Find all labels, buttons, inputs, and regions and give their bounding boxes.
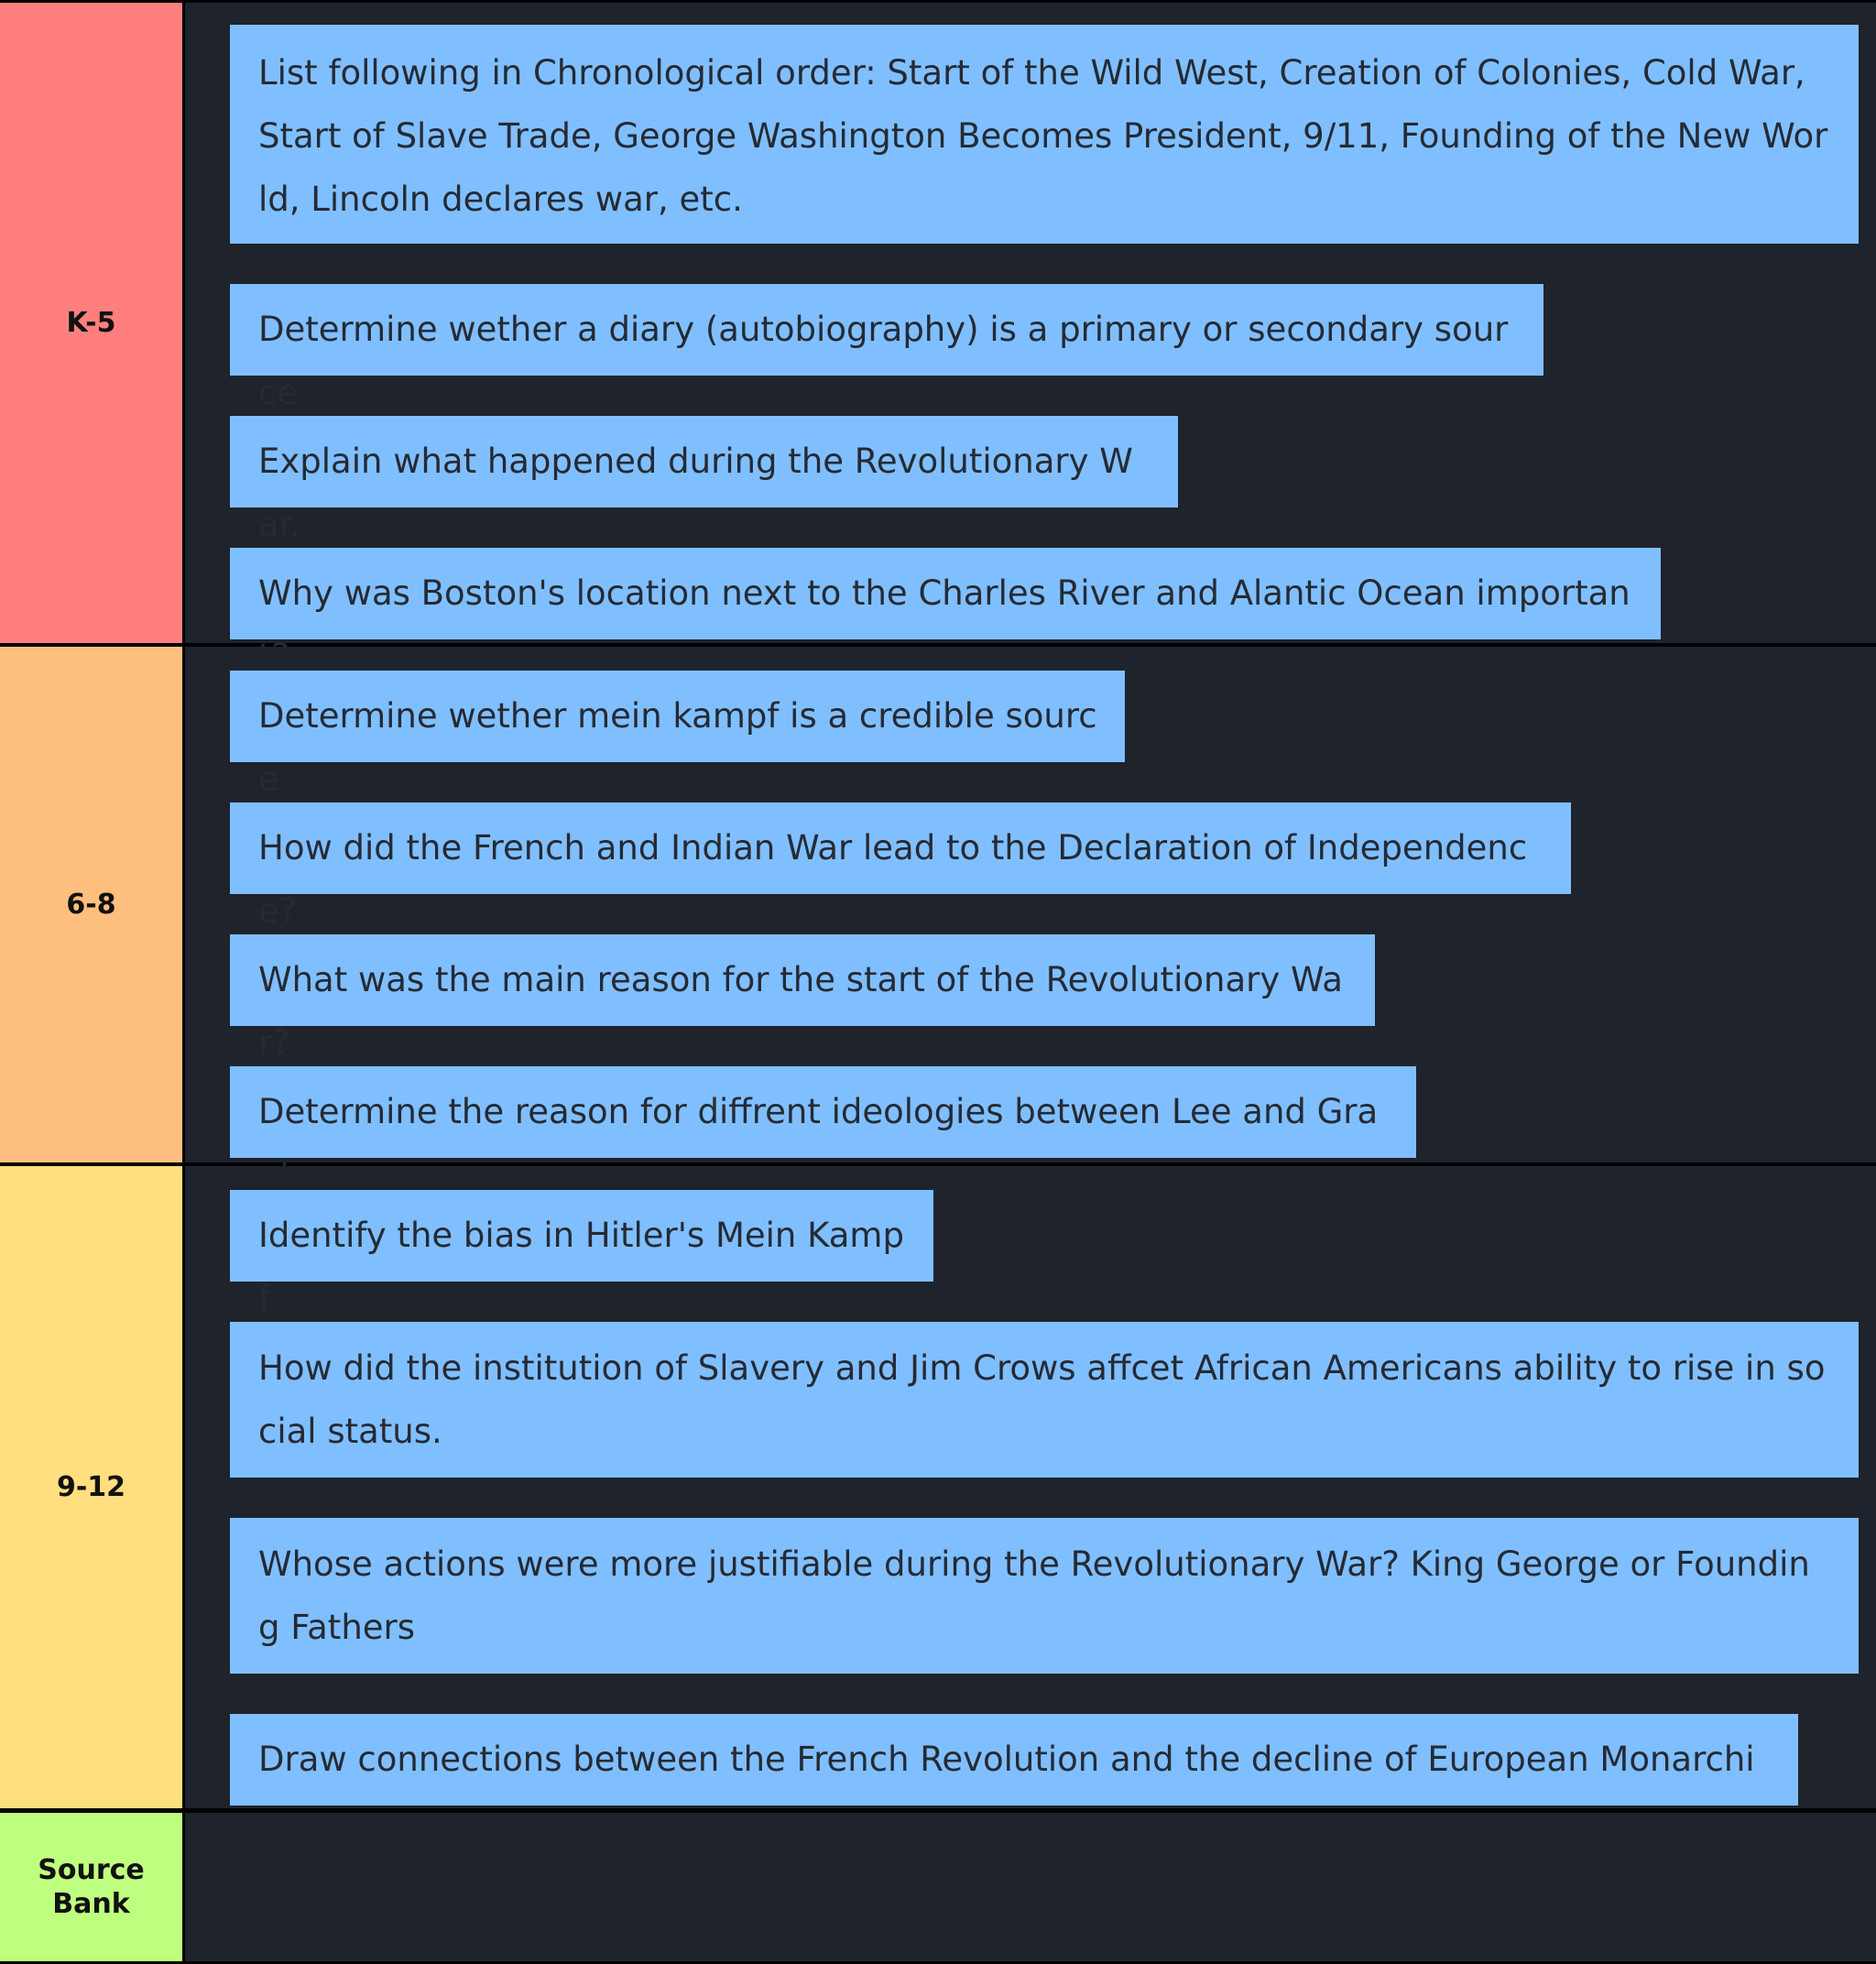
source-bank-container[interactable] — [185, 1813, 1876, 1961]
item-card[interactable]: Whose actions were more justifiable during the Revolutionary War? King George or Founding Fathers — [230, 1518, 1859, 1674]
item-card[interactable]: Explain what happened during the Revolutionary War. — [230, 416, 1178, 507]
item-card[interactable]: Draw connections between the French Revolution and the decline of European Monarchi — [230, 1714, 1798, 1806]
item-card[interactable]: Determine wether a diary (autobiography) is a primary or secondary source — [230, 284, 1543, 376]
tier-items-container[interactable] — [185, 1166, 1876, 1808]
item-card[interactable]: How did the French and Indian War lead to the Declaration of Independence? — [230, 802, 1571, 894]
tier-row-9-12 — [0, 1166, 1876, 1808]
tier-items-container[interactable] — [185, 3, 1876, 643]
tier-label[interactable]: Source Bank — [0, 1813, 182, 1961]
item-card[interactable]: List following in Chronological order: Start of the Wild West, Creation of Colonies, Cold War, Start of Slave Trade, George Washington Becomes President, 9/11, Founding of the New World, Lincoln declares war, etc. — [230, 25, 1859, 244]
tier-row-6-8 — [0, 647, 1876, 1162]
tier-items-container[interactable] — [185, 647, 1876, 1162]
tier-label[interactable]: 6-8 — [0, 647, 182, 1162]
item-card[interactable]: How did the institution of Slavery and Jim Crows affcet African Americans ability to rise in social status. — [230, 1322, 1859, 1478]
item-card[interactable]: Determine wether mein kampf is a credible source — [230, 671, 1125, 762]
item-card[interactable]: Identify the bias in Hitler's Mein Kampf — [230, 1190, 933, 1282]
tier-row-source-bank — [0, 1813, 1876, 1961]
item-card[interactable]: Determine the reason for diffrent ideologies between Lee and Gra — [230, 1066, 1416, 1158]
item-card[interactable]: What was the main reason for the start of the Revolutionary War? — [230, 934, 1375, 1026]
tier-label[interactable]: 9-12 — [0, 1166, 182, 1808]
tier-row-k-5 — [0, 3, 1876, 643]
tier-label[interactable]: K-5 — [0, 3, 182, 643]
item-card[interactable]: Why was Boston's location next to the Charles River and Alantic Ocean importan — [230, 548, 1661, 639]
